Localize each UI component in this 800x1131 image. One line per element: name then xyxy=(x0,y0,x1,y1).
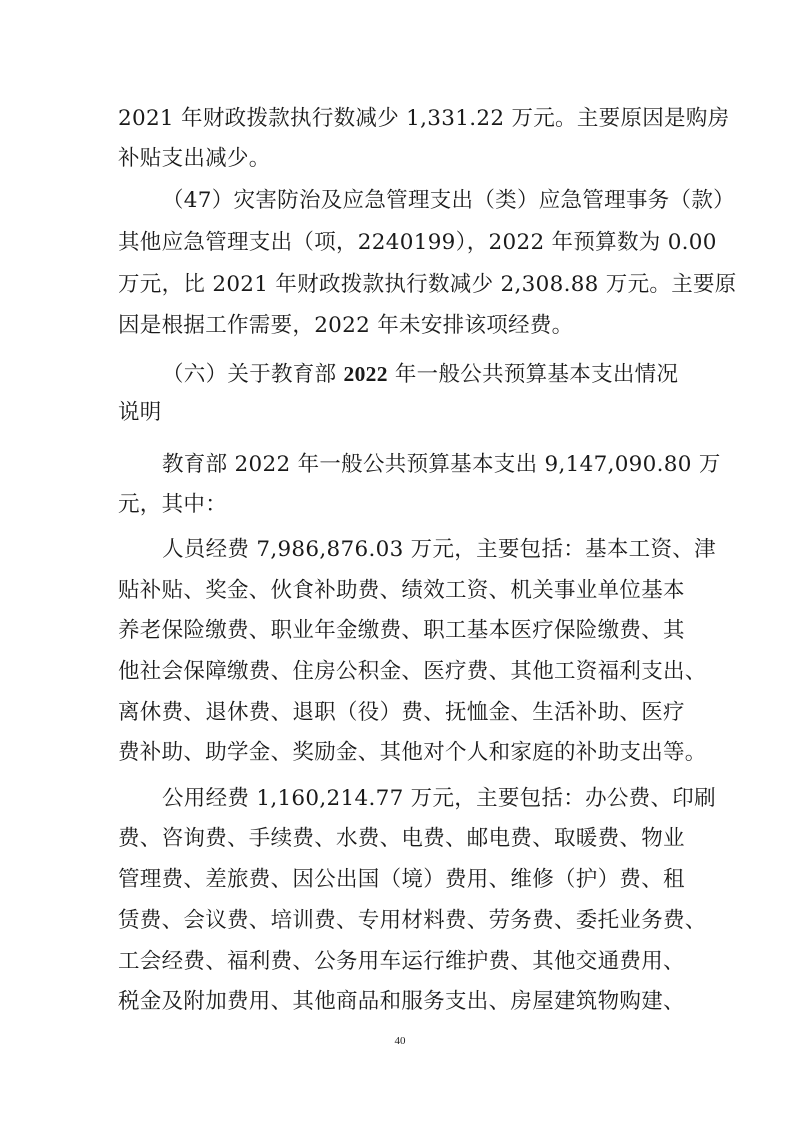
text-line: 公用经费 1,160,214.77 万元，主要包括：办公费、印刷 xyxy=(162,786,716,811)
text-line: 费、咨询费、手续费、水费、电费、邮电费、取暖费、物业 xyxy=(118,826,685,851)
text-line: 教育部 2022 年一般公共预算基本支出 9,147,090.80 万 xyxy=(162,452,721,477)
text-line: 赁费、会议费、培训费、专用材料费、劳务费、委托业务费、 xyxy=(118,908,707,933)
section-heading-year: 2022 xyxy=(343,362,388,386)
text-line: （47）灾害防治及应急管理支出（类）应急管理事务（款） xyxy=(162,188,735,213)
text-line: 人员经费 7,986,876.03 万元，主要包括：基本工资、津 xyxy=(162,537,716,562)
page-number: 40 xyxy=(394,1035,406,1047)
text-line: 补贴支出减少。 xyxy=(118,146,271,171)
text-line: 万元，比 2021 年财政拨款执行数减少 2,308.88 万元。主要原 xyxy=(118,272,737,297)
text-line: 因是根据工作需要，2022 年未安排该项经费。 xyxy=(118,313,574,338)
section-heading-part: （六）关于教育部 xyxy=(162,362,344,387)
section-heading xyxy=(162,359,732,390)
text-line: 税金及附加费用、其他商品和服务支出、房屋建筑物购建、 xyxy=(118,989,685,1014)
section-heading-cont: 说明 xyxy=(118,400,162,425)
text-line: 贴补贴、奖金、伙食补助费、绩效工资、机关事业单位基本 xyxy=(118,578,685,603)
section-heading-part: 年一般公共预算基本支出情况 xyxy=(387,362,679,387)
text-line: 工会经费、福利费、公务用车运行维护费、其他交通费用、 xyxy=(118,949,685,974)
text-line: 元，其中： xyxy=(118,492,228,517)
text-line: 离休费、退休费、退职（役）费、抚恤金、生活补助、医疗 xyxy=(118,700,685,725)
text-line: 养老保险缴费、职业年金缴费、职工基本医疗保险缴费、其 xyxy=(118,618,685,643)
text-line: 2021 年财政拨款执行数减少 1,331.22 万元。主要原因是购房 xyxy=(118,106,730,131)
text-line: 管理费、差旅费、因公出国（境）费用、维修（护）费、租 xyxy=(118,867,685,892)
text-line: 费补助、助学金、奖励金、其他对个人和家庭的补助支出等。 xyxy=(118,740,707,765)
text-line: 其他应急管理支出（项，2240199），2022 年预算数为 0.00 xyxy=(118,230,717,255)
text-line: 他社会保障缴费、住房公积金、医疗费、其他工资福利支出、 xyxy=(118,659,707,684)
